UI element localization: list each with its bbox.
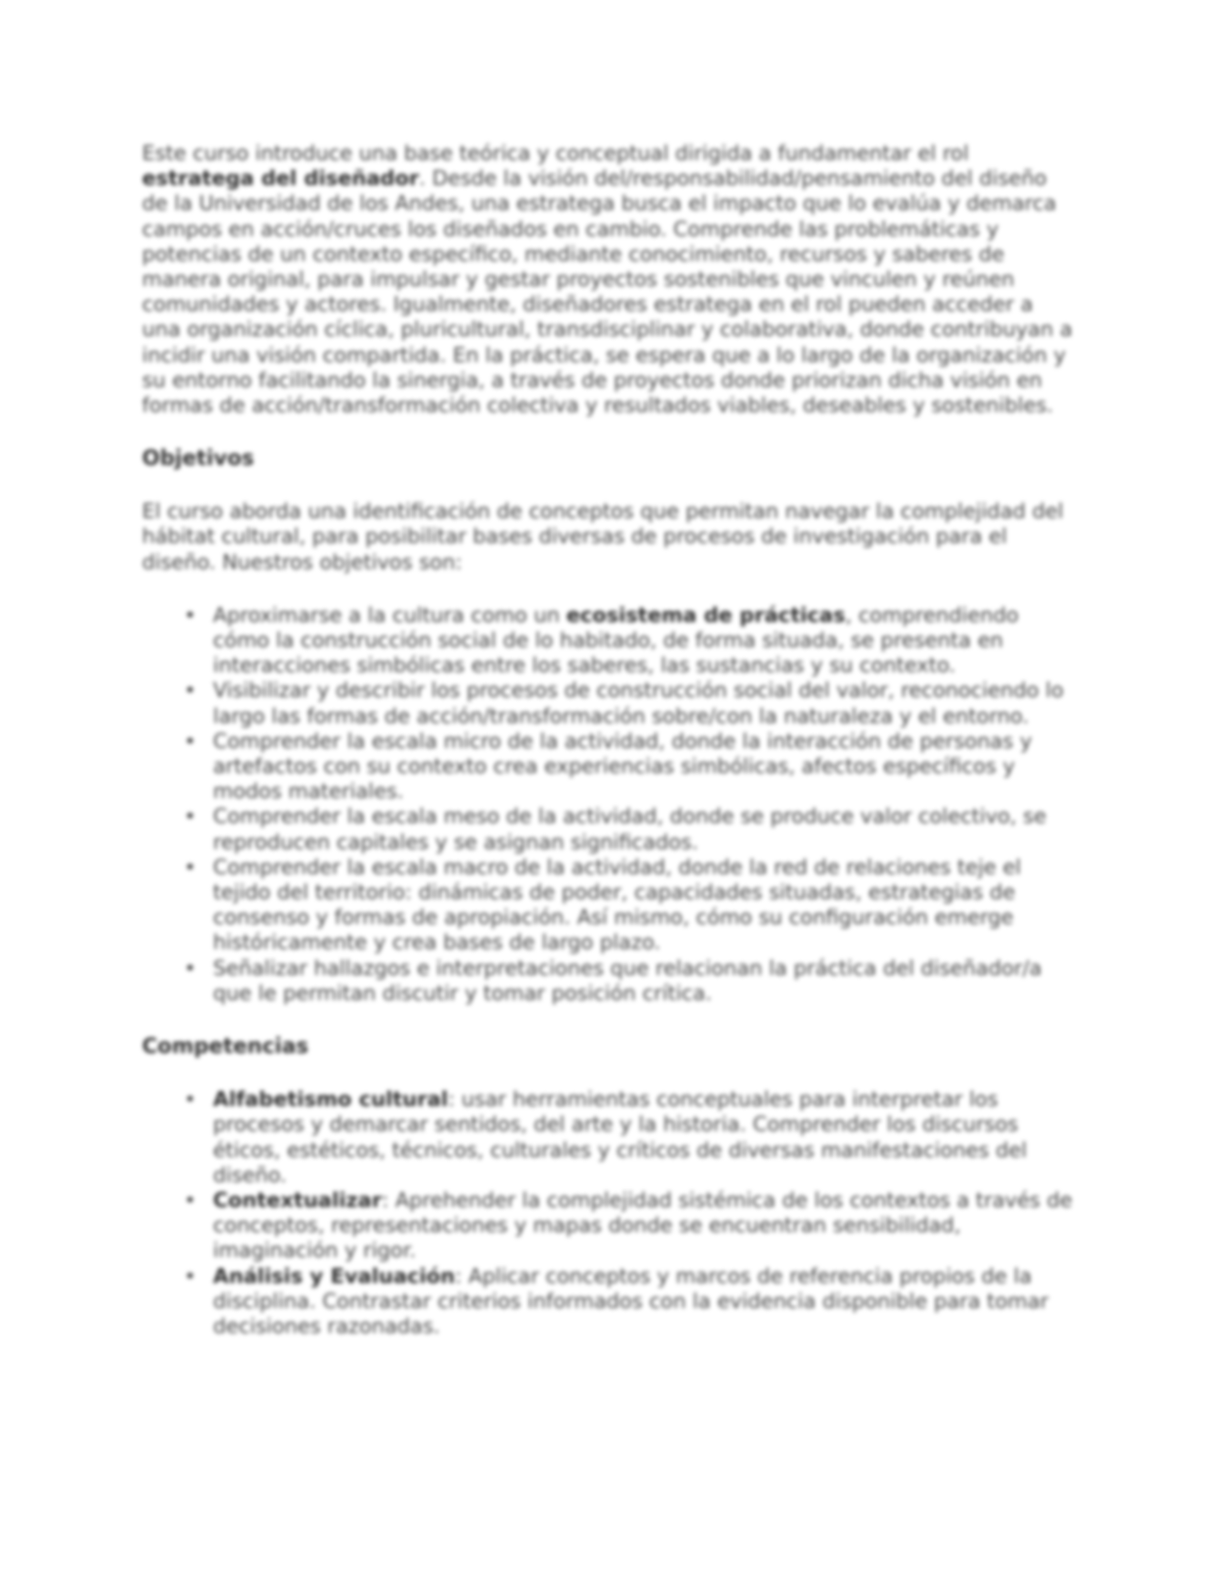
- list-item-text: Comprender la escala macro de la actividad, donde la red de relaciones teje el tejido del territorio: dinámicas de poder, capacidades situadas, estrategias de consenso y formas de apropiación. Así mismo, cómo su configuración emerge históricamente y crea bases de largo plazo.: [213, 854, 1022, 955]
- list-item-text: : Aprehender la complejidad sistémica de los contextos a través de conceptos, representaciones y mapas donde se encuentran sensibilidad, imaginación y rigor.: [213, 1187, 1073, 1263]
- bullet-icon: •: [183, 854, 197, 879]
- competencies-heading: Competencias: [142, 1034, 309, 1059]
- list-item: [142, 1264, 1077, 1340]
- list-item-bold: Análisis y Evaluación: [213, 1263, 455, 1288]
- bullet-icon: •: [183, 1087, 197, 1112]
- list-item: [142, 1087, 1077, 1188]
- bullet-icon: •: [183, 602, 197, 627]
- list-item-bold: Alfabetismo cultural: [213, 1087, 448, 1112]
- bullet-icon: •: [183, 1263, 197, 1288]
- list-item-text: : Aplicar conceptos y marcos de referencia propios de la disciplina. Contrastar criterios informados con la evidencia disponible para tomar decisiones razonadas.: [213, 1263, 1049, 1338]
- list-item-text: Comprender la escala meso de la actividad, donde se produce valor colectivo, se reproducen capitales y se asignan significados.: [213, 804, 1047, 854]
- bullet-icon: •: [183, 1187, 197, 1212]
- competencies-list: [142, 1087, 1077, 1339]
- list-item: [142, 956, 1077, 1006]
- bullet-icon: •: [183, 804, 197, 829]
- intro-lead: Este curso introduce una base teórica y conceptual dirigida a fundamentar el rol: [142, 141, 969, 165]
- bullet-icon: •: [183, 728, 197, 753]
- document-page: [142, 141, 1077, 1339]
- intro-rest: . Desde la visión del/responsabilidad/pensamiento del diseño de la Universidad de los Andes, una estratega busca el impacto que lo evalúa y demarca campos en acción/cruces los diseñados en cambio. Comprende las problemáticas y potencias de un contexto específico, mediante conocimiento, recursos y saberes de manera original, para impulsar y gestar proyectos sostenibles que vinculen y reúnen comunidades y actores. Igualmente, diseñadores estratega en el rol pueden acceder a una organización cíclica, pluricultural, transdisciplinar y colaborativa, donde contribuyan a incidir una visión compartida. En la práctica, se espera que a lo largo de la organización y su entorno facilitando la sinergia, a través de proyectos donde priorizan dicha visión en formas de acción/transformación colectiva y resultados viables, deseables y sostenibles.: [142, 166, 1073, 418]
- list-item: [142, 855, 1077, 956]
- objectives-list: [142, 603, 1077, 1006]
- list-item-text: Señalizar hallazgos e interpretaciones que relacionan la práctica del diseñador/a que le permitan discutir y tomar posición crítica.: [213, 955, 1042, 1005]
- objectives-heading: Objetivos: [142, 446, 255, 471]
- bullet-icon: •: [183, 678, 197, 703]
- objectives-intro: El curso aborda una identificación de conceptos que permitan navegar la complejidad del hábitat cultural, para posibilitar bases diversas de procesos de investigación para el diseño. Nuestros objetivos son:: [142, 499, 1064, 574]
- list-item-text: , comprendiendo cómo la construcción social de lo habitado, de forma situada, se presenta en interacciones simbólicas entre los saberes, las sustancias y su contexto.: [213, 602, 1019, 678]
- list-item: [142, 1188, 1077, 1264]
- intro-paragraph: [142, 141, 1077, 418]
- list-item: [142, 729, 1077, 805]
- intro-bold-term: estratega del diseñador: [142, 166, 420, 191]
- bullet-icon: •: [183, 955, 197, 980]
- list-item-text: Comprender la escala micro de la actividad, donde la interacción de personas y artefactos con su contexto crea experiencias simbólicas, afectos específicos y modos materiales.: [213, 728, 1032, 804]
- list-item: [142, 804, 1077, 854]
- list-item-bold: ecosistema de prácticas: [566, 602, 846, 627]
- list-item-lead: Aproximarse a la cultura como un: [213, 602, 560, 627]
- list-item-bold: Contextualizar: [213, 1187, 382, 1212]
- list-item: [142, 678, 1077, 728]
- list-item: [142, 603, 1077, 679]
- list-item-text: : usar herramientas conceptuales para interpretar los procesos y demarcar sentidos, del arte y la historia. Comprender los discursos éticos, estéticos, técnicos, culturales y críticos de diversas manifestaciones del diseño.: [213, 1087, 1027, 1187]
- list-item-text: Visibilizar y describir los procesos de construcción social del valor, reconociendo lo largo las formas de acción/transformación sobre/con la naturaleza y el entorno.: [213, 678, 1064, 728]
